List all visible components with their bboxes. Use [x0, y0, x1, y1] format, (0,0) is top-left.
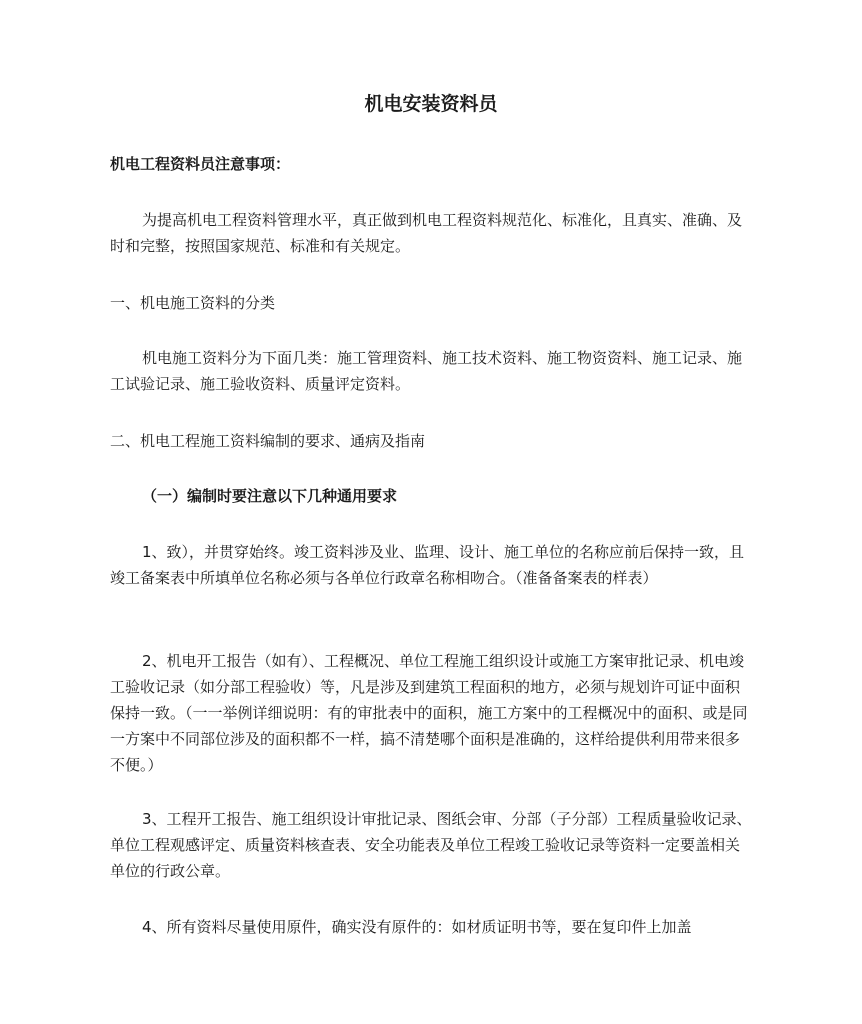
- item-4-paragraph: 4、所有资料尽量使用原件，确实没有原件的：如材质证明书等，要在复印件上加盖: [142, 918, 692, 936]
- notes-heading: 机电工程资料员注意事项：: [110, 155, 291, 173]
- item-3-paragraph: 3、工程开工报告、施工组织设计审批记录、图纸会审、分部（子分部）工程质量验收记录、单位工程观感评定、质量资料核查表、安全功能表及单位工程竣工验收记录等资料一定要盖相关单位的行政公章。: [110, 810, 752, 880]
- intro-paragraph: 为提高机电工程资料管理水平，真正做到机电工程资料规范化、标准化，且真实、准确、及时和完整，按照国家规范、标准和有关规定。: [110, 211, 743, 255]
- item-2-paragraph: 2、机电开工报告（如有）、工程概况、单位工程施工组织设计或施工方案审批记录、机电竣工验收记录（如分部工程验收）等，凡是涉及到建筑工程面积的地方，必须与规划许可证中面积保持一致。（一一举例详细说明：有的审批表中的面积，施工方案中的工程概况中的面积、或是同一方案中不同部位涉及的面积都不一样，搞不清楚哪个面积是准确的，这样给提供利用带来很多不便。）: [110, 652, 748, 774]
- section-2-title: 二、机电工程施工资料编制的要求、通病及指南: [110, 432, 426, 450]
- item-1-paragraph: 1、致），并贯穿始终。竣工资料涉及业、监理、设计、施工单位的名称应前后保持一致，且竣工备案表中所填单位名称必须与各单位行政章名称相吻合。（准备备案表的样表）: [110, 543, 745, 587]
- section-1-title: 一、机电施工资料的分类: [110, 294, 276, 312]
- section-1-paragraph: 机电施工资料分为下面几类：施工管理资料、施工技术资料、施工物资资料、施工记录、施工试验记录、施工验收资料、质量评定资料。: [110, 349, 743, 393]
- subsection-1-title: （一）编制时要注意以下几种通用要求: [142, 487, 398, 505]
- document-title: 机电安装资料员: [364, 93, 498, 115]
